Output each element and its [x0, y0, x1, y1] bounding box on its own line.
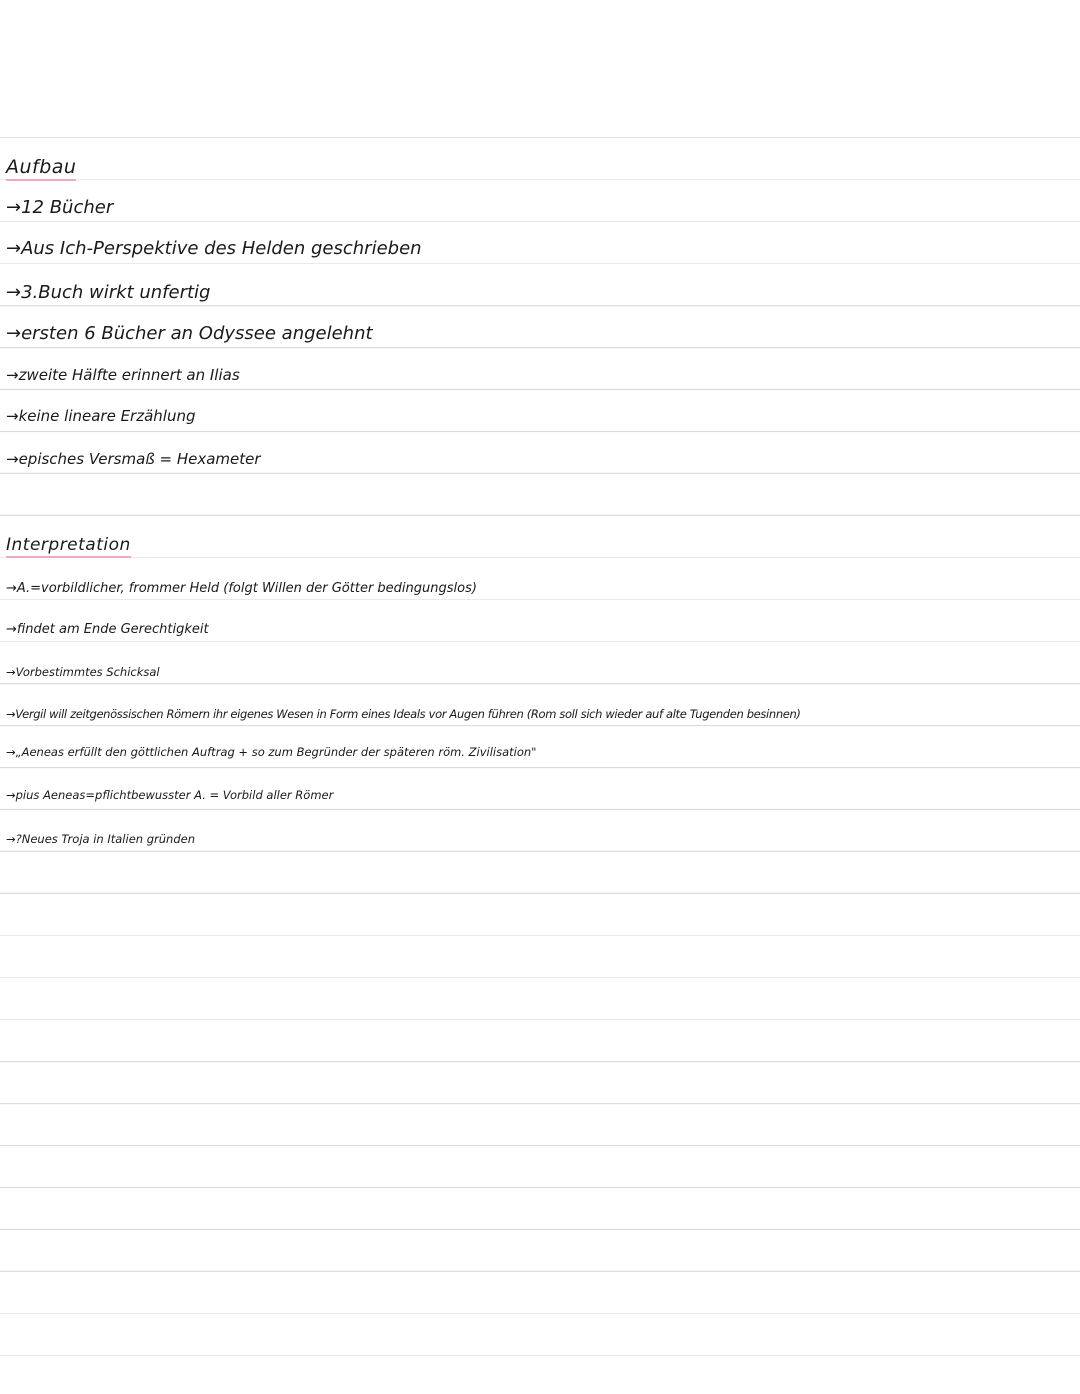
- note-line: →„Aeneas erfüllt den göttlichen Auftrag + so zum Begründer der späteren röm. Zivilisation": [6, 745, 537, 759]
- note-line: →findet am Ende Gerechtigkeit: [6, 622, 209, 637]
- section-heading-aufbau: Aufbau: [6, 156, 76, 181]
- note-line: →Vorbestimmtes Schicksal: [6, 665, 160, 679]
- page-top-margin: [0, 0, 1080, 137]
- note-line: →?Neues Troja in Italien gründen: [6, 832, 195, 846]
- note-line: →Aus Ich-Perspektive des Helden geschrieben: [6, 238, 422, 259]
- note-line: →A.=vorbildlicher, frommer Held (folgt Willen der Götter bedingungslos): [6, 581, 477, 596]
- note-line: →Vergil will zeitgenössischen Römern ihr eigenes Wesen in Form eines Ideals vor Augen führen (Rom soll sich wieder auf alte Tugenden besinnen): [6, 707, 801, 721]
- note-line: →3.Buch wirkt unfertig: [6, 282, 211, 303]
- note-line: →keine lineare Erzählung: [6, 407, 196, 425]
- note-line: →ersten 6 Bücher an Odyssee angelehnt: [6, 323, 373, 344]
- note-line: →pius Aeneas=pflichtbewusster A. = Vorbild aller Römer: [6, 788, 334, 802]
- section-heading-interpretation: Interpretation: [6, 535, 131, 558]
- note-line: →zweite Hälfte erinnert an Ilias: [6, 366, 240, 384]
- note-line: →12 Bücher: [6, 197, 114, 218]
- note-line: →episches Versmaß = Hexameter: [6, 450, 261, 468]
